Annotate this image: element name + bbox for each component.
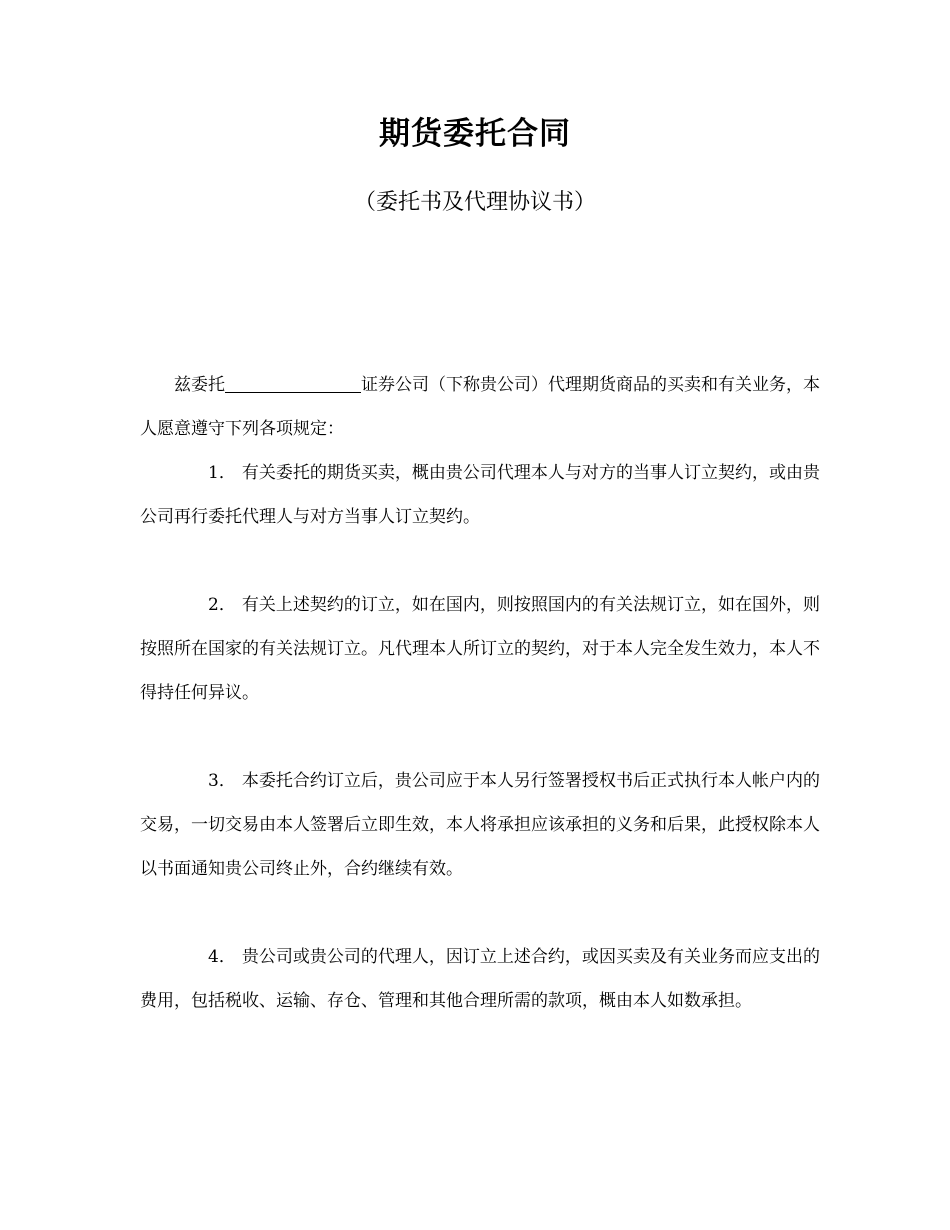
intro-paragraph bbox=[140, 363, 820, 451]
document-body bbox=[140, 363, 820, 1023]
clause-3 bbox=[140, 759, 820, 891]
paragraph-spacer bbox=[140, 891, 820, 935]
paragraph-spacer bbox=[140, 539, 820, 583]
clause-text: 本委托合约订立后，贵公司应于本人另行签署授权书后正式执行本人帐户内的交易，一切交易由本人签署后立即生效，本人将承担应该承担的义务和后果，此授权除本人以书面通知贵公司终止外，合约继续有效。 bbox=[140, 771, 820, 879]
clause-text: 有关上述契约的订立，如在国内，则按照国内的有关法规订立，如在国外，则按照所在国家的有关法规订立。凡代理本人所订立的契约，对于本人完全发生效力，本人不得持任何异议。 bbox=[140, 595, 820, 703]
clause-1 bbox=[140, 451, 820, 539]
intro-suffix: 证券公司（下称贵公司）代理期货商品的买卖和有关业务，本人愿意遵守下列各项规定： bbox=[140, 375, 820, 439]
clause-text: 有关委托的期货买卖，概由贵公司代理本人与对方的当事人订立契约，或由贵公司再行委托代理人与对方当事人订立契约。 bbox=[140, 463, 820, 527]
clause-2 bbox=[140, 583, 820, 715]
agent-name-blank bbox=[225, 374, 361, 393]
clause-4 bbox=[140, 935, 820, 1023]
document-title: 期货委托合同 bbox=[379, 116, 571, 152]
paragraph-spacer bbox=[140, 715, 820, 759]
intro-prefix: 兹委托 bbox=[174, 375, 225, 395]
document-subtitle: （委托书及代理协议书） bbox=[353, 190, 596, 215]
clause-number: 3． bbox=[208, 771, 236, 791]
clause-text: 贵公司或贵公司的代理人，因订立上述合约，或因买卖及有关业务而应支出的费用，包括税收、运输、存仓、管理和其他合理所需的款项，概由本人如数承担。 bbox=[140, 947, 820, 1011]
clause-number: 4． bbox=[208, 947, 236, 967]
clause-number: 1． bbox=[208, 463, 236, 483]
clause-number: 2． bbox=[208, 595, 236, 615]
